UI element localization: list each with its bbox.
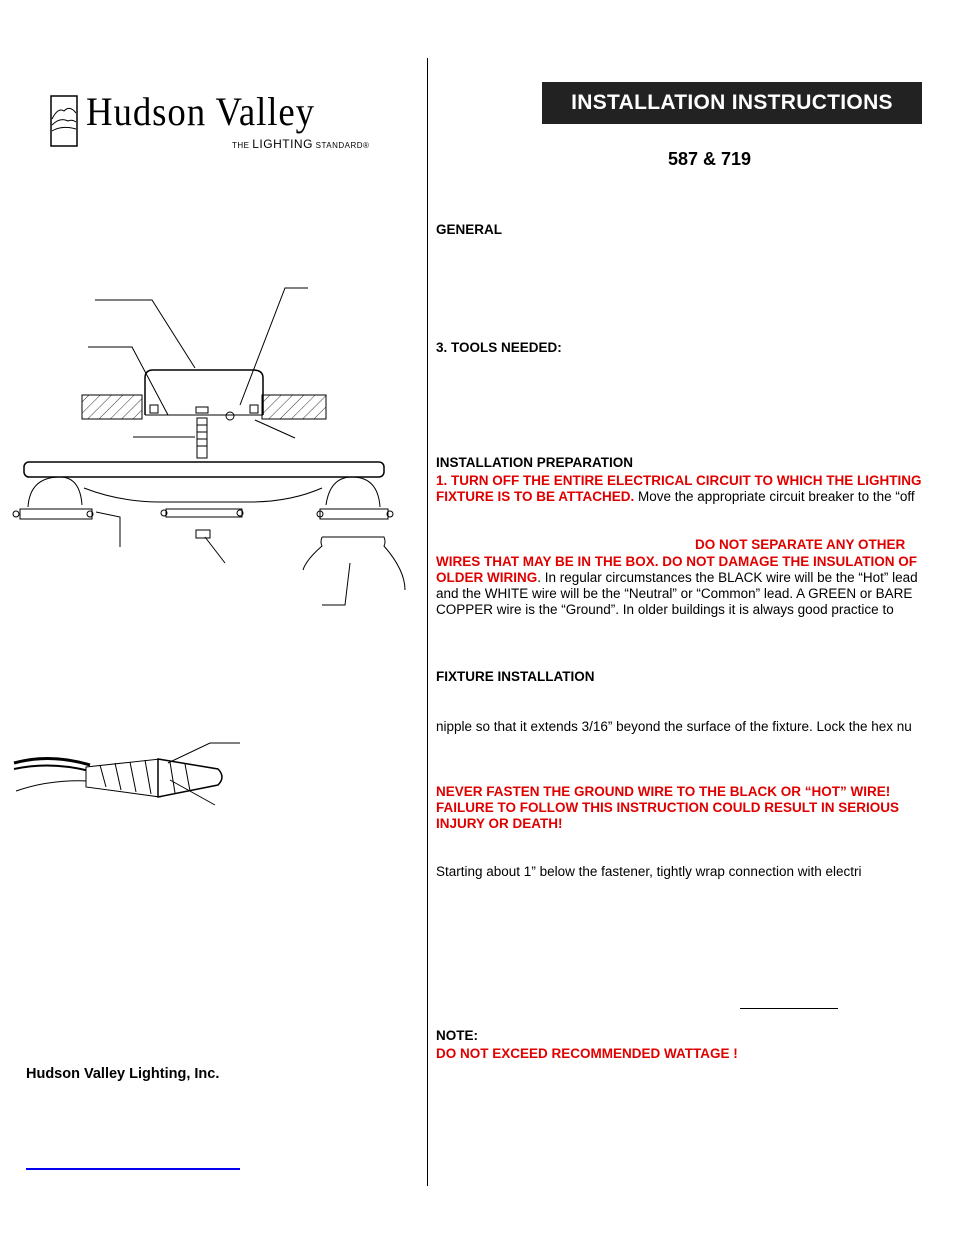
ground-warning-line1: NEVER FASTEN THE GROUND WIRE TO THE BLACK OR “HOT” WIRE! [436,784,891,799]
prep-warning-line1: 1. TURN OFF THE ENTIRE ELECTRICAL CIRCUIT TO WHICH THE LIGHTING [436,473,922,488]
ceiling-left [82,395,142,419]
prep-warning-line3: DO NOT SEPARATE ANY OTHER [695,537,906,552]
prep-line6: and the WHITE wire will be the “Neutral” or “Common” lead. A GREEN or BARE [436,586,913,601]
bracket-right [320,509,388,519]
section-general-heading: GENERAL [436,222,503,237]
finial [196,530,210,538]
wire-wrap-diagram [0,735,260,815]
prep-line7: COPPER wire is the “Ground”. In older buildings it is always good practice to [436,602,894,617]
column-divider [427,58,428,1186]
underline-blank [740,1008,838,1009]
fixture-exploded-diagram [0,280,420,620]
bracket-center [166,509,242,517]
logo-tagline: THE LIGHTING STANDARD® [232,137,370,151]
prep-line5: OLDER WIRING. In regular circumstances the BLACK wire will be the “Hot” lead [436,570,918,585]
website-link-underline[interactable] [26,1168,240,1170]
prep-warning-line4: WIRES THAT MAY BE IN THE BOX. DO NOT DAMAGE THE INSULATION OF [436,554,918,569]
wrap-instruction-line: Starting about 1” below the fastener, tightly wrap connection with electri [436,864,862,879]
section-tools-heading: 3. TOOLS NEEDED: [436,340,562,355]
electrical-tape [86,759,160,797]
bracket-left [20,509,92,519]
company-name: Hudson Valley Lighting, Inc. [26,1066,220,1082]
note-wattage-warning: DO NOT EXCEED RECOMMENDED WATTAGE ! [436,1046,738,1061]
prep-line2: FIXTURE IS TO BE ATTACHED. Move the appropriate circuit breaker to the “off [436,489,915,504]
fixture-line1: nipple so that it extends 3/16” beyond the surface of the fixture. Lock the hex nu [436,719,912,734]
section-fixture-heading: FIXTURE INSTALLATION [436,669,595,684]
glass-shade [322,537,405,590]
threaded-nipple [197,418,207,458]
logo-wordmark: Hudson Valley [86,89,316,134]
page-title-banner: INSTALLATION INSTRUCTIONS [542,82,922,124]
ceiling-right [262,395,326,419]
ground-warning-line3: INJURY OR DEATH! [436,816,563,831]
section-prep-heading: INSTALLATION PREPARATION [436,455,633,470]
logo-mountain-icon [50,95,78,147]
section-note-heading: NOTE: [436,1028,478,1043]
canopy-plate [24,462,384,477]
ground-warning-line2: FAILURE TO FOLLOW THIS INSTRUCTION COULD RESULT IN SERIOUS [436,800,899,815]
model-number: 587 & 719 [668,149,752,169]
